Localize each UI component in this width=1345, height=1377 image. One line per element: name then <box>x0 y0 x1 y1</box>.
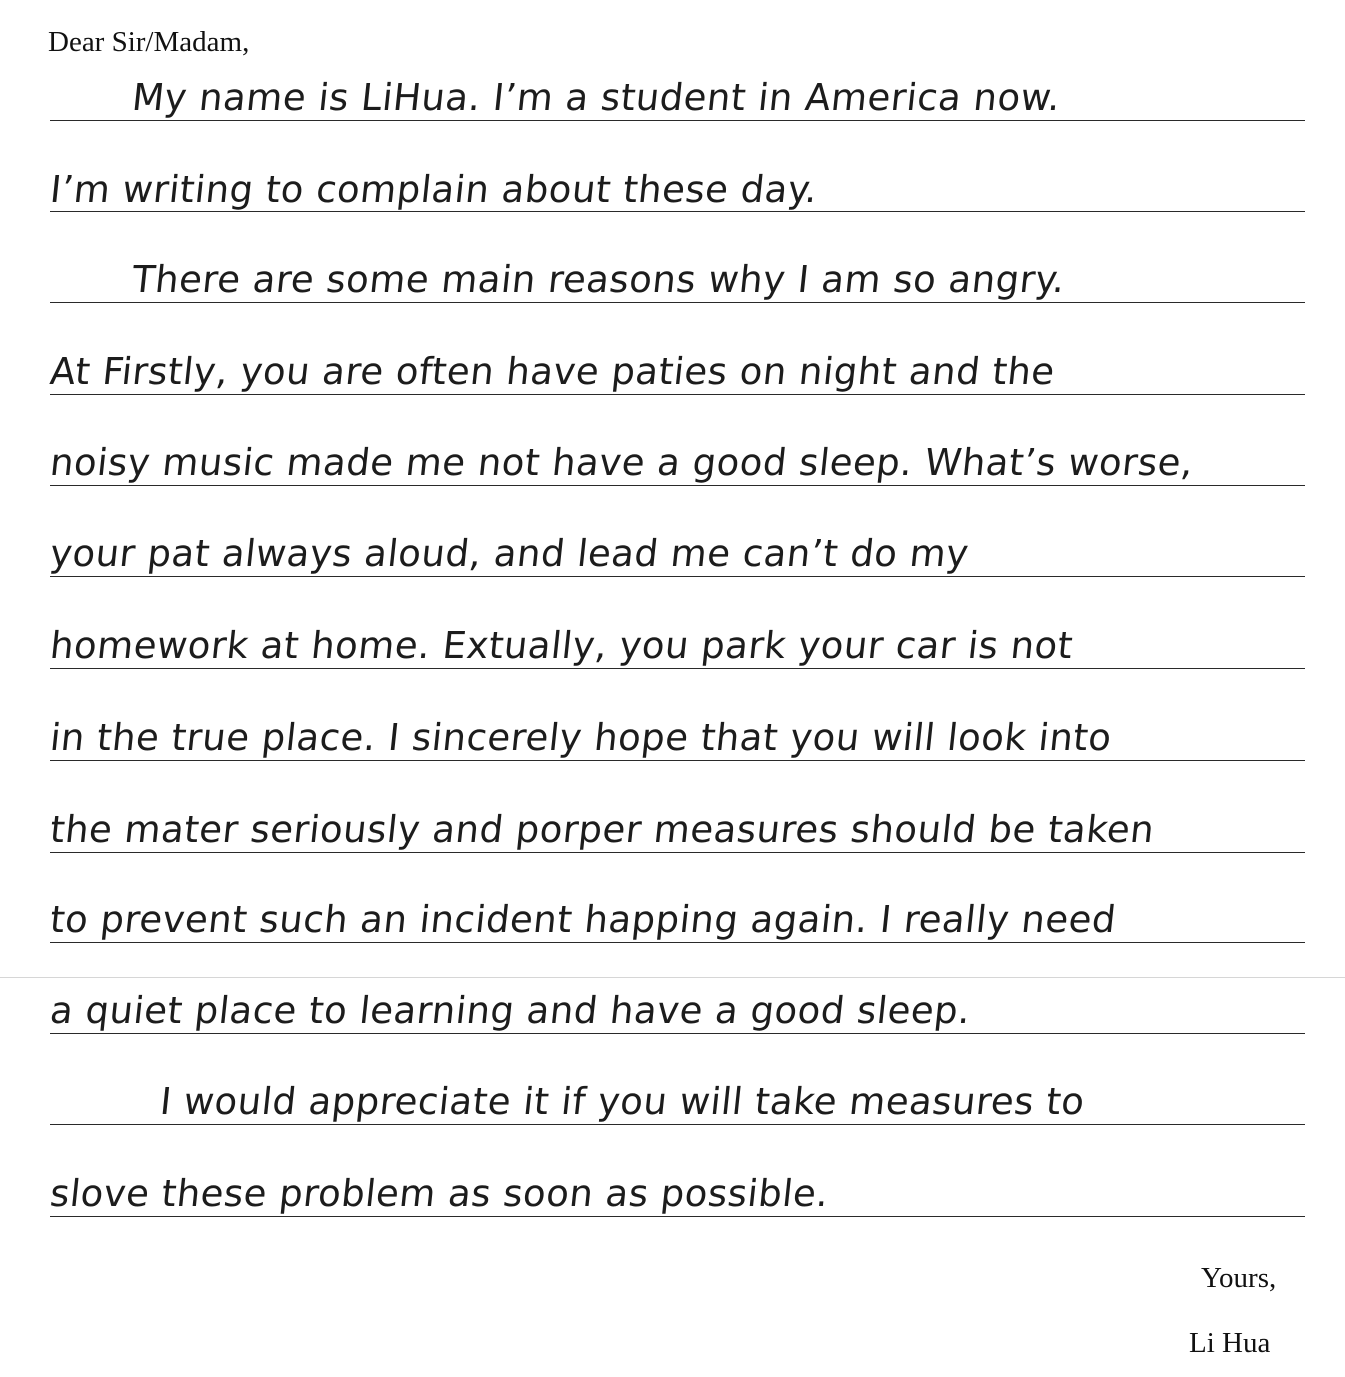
handwritten-line: I would appreciate it if you will take measures to <box>158 1080 1087 1123</box>
ruled-line <box>50 1216 1305 1217</box>
handwritten-line: There are some main reasons why I am so angry. <box>130 258 1068 301</box>
salutation: Dear Sir/Madam, <box>48 26 250 58</box>
handwritten-line: the mater seriously and porper measures should be taken <box>48 808 1157 851</box>
ruled-line <box>50 394 1305 395</box>
ruled-line <box>50 211 1305 212</box>
handwritten-line: a quiet place to learning and have a good sleep. <box>48 989 973 1032</box>
ruled-line <box>50 485 1305 486</box>
closing: Yours, <box>1201 1262 1277 1294</box>
ruled-line <box>50 942 1305 943</box>
handwritten-line: My name is LiHua. I’m a student in America now. <box>130 76 1063 119</box>
ruled-line <box>50 1124 1305 1125</box>
ruled-line <box>50 576 1305 577</box>
ruled-line <box>50 1033 1305 1034</box>
ruled-line <box>50 120 1305 121</box>
ruled-line <box>50 760 1305 761</box>
ruled-line <box>50 668 1305 669</box>
handwritten-line: your pat always aloud, and lead me can’t do my <box>48 532 972 575</box>
scan-crease <box>0 977 1345 978</box>
ruled-line <box>50 302 1305 303</box>
ruled-line <box>50 852 1305 853</box>
handwritten-line: At Firstly, you are often have paties on night and the <box>48 350 1058 393</box>
handwritten-line: slove these problem as soon as possible. <box>48 1172 831 1215</box>
handwritten-line: noisy music made me not have a good sleep. What’s worse, <box>48 441 1196 484</box>
handwritten-line: in the true place. I sincerely hope that you will look into <box>48 716 1114 759</box>
handwritten-line: homework at home. Extually, you park your car is not <box>48 624 1076 667</box>
handwritten-line: I’m writing to complain about these day. <box>48 168 820 211</box>
signature: Li Hua <box>1189 1327 1271 1359</box>
handwritten-line: to prevent such an incident happing again. I really need <box>48 898 1119 941</box>
